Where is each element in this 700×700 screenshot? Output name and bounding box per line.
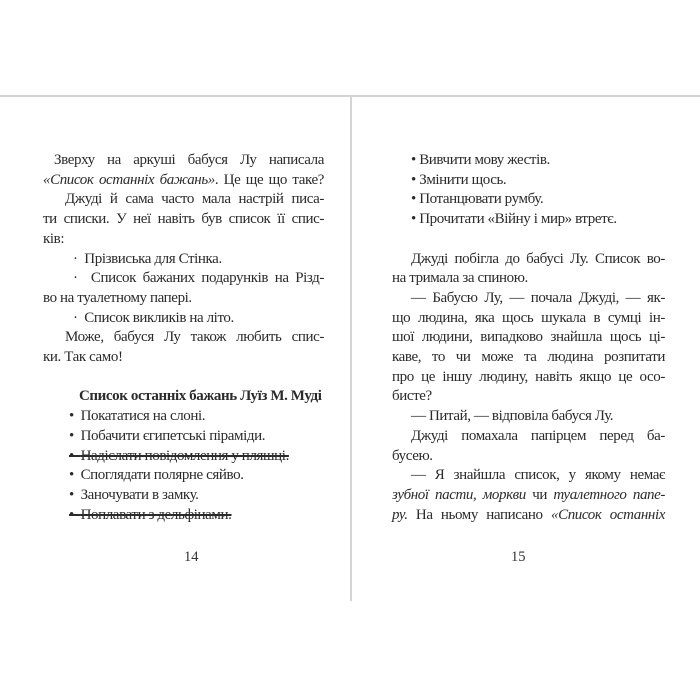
text-line <box>392 387 665 407</box>
text-line <box>43 171 324 191</box>
text-segment: — Бабусю Лу, — почала Джуді, — як- <box>411 289 665 306</box>
strikethrough-text <box>69 448 289 464</box>
text-segment: про це іншу людину, навіть якщо це осо- <box>392 368 665 385</box>
italic-text: зубної пасти, моркви <box>392 486 526 503</box>
disc-bullet: • <box>411 152 420 168</box>
text-segment: Поплавати з дельфінами. <box>80 506 232 523</box>
text-segment: — Я знайшла список, у якому немає <box>411 467 665 484</box>
text-line <box>392 289 665 309</box>
text-segment: бисте? <box>392 388 432 405</box>
text-segment: Надіслати повідомлення у пляшці. <box>80 447 289 464</box>
text-line <box>43 387 324 407</box>
text-segment: Джуді й сама часто мала настрій писа- <box>65 191 324 208</box>
small-dot-bullet: · <box>73 250 85 267</box>
text-segment: Потанцювати румбу. <box>419 191 544 208</box>
text-segment: Джуді помахала папірцем перед ба- <box>411 427 665 444</box>
text-segment: ків: <box>43 230 65 247</box>
text-line <box>392 171 665 191</box>
text-line <box>43 407 324 427</box>
text-segment: На ньому написано <box>407 506 551 523</box>
text-line <box>43 348 324 368</box>
line-spacer <box>392 230 665 250</box>
text-segment: Прочитати «Війну і мир» втретє. <box>419 211 617 228</box>
text-line <box>43 190 324 210</box>
text-segment: ки. Так само! <box>43 349 123 366</box>
italic-text: туалетного папе- <box>553 486 665 503</box>
text-line <box>43 210 324 230</box>
text-segment: каве, то чи може та людина розпитати <box>392 349 665 366</box>
text-line <box>392 151 665 171</box>
text-segment: Побачити єгипетські піраміди. <box>80 427 266 444</box>
text-segment: Змінити щось. <box>419 171 507 188</box>
text-line <box>392 407 665 427</box>
text-line <box>43 466 324 486</box>
italic-text: «Список останніх бажань» <box>43 171 215 188</box>
page-left <box>43 151 324 525</box>
text-segment: Список викликів на літо. <box>84 309 234 326</box>
text-line <box>43 289 324 309</box>
text-segment: Джуді побігла до бабусі Лу. Список во- <box>411 250 665 267</box>
text-line <box>392 506 665 526</box>
text-segment: Може, бабуся Лу також любить спис- <box>65 329 324 346</box>
text-segment: шої людини, випадково знайшла щось ці- <box>392 329 665 346</box>
text-line <box>43 269 324 289</box>
text-segment: чи <box>525 486 554 503</box>
page-right <box>392 151 665 525</box>
disc-bullet: • <box>69 447 81 464</box>
text-line <box>392 348 665 368</box>
strikethrough-text <box>69 507 232 523</box>
text-segment: Покататися на слоні. <box>80 408 206 425</box>
text-segment: Споглядати полярне сяйво. <box>80 467 244 484</box>
text-line <box>43 506 324 526</box>
disc-bullet: • <box>69 486 81 503</box>
center-divider <box>350 96 352 601</box>
text-line <box>43 447 324 467</box>
text-line <box>392 309 665 329</box>
text-segment: Зверху на аркуші бабуся Лу написала <box>54 152 324 168</box>
small-dot-bullet: · <box>73 309 85 326</box>
text-segment: . Це ще що таке? <box>214 171 324 188</box>
text-line <box>392 447 665 467</box>
text-line <box>43 309 324 329</box>
disc-bullet: • <box>69 427 81 444</box>
text-segment: Заночувати в замку. <box>80 486 199 503</box>
text-line <box>392 486 665 506</box>
disc-bullet: • <box>411 211 420 228</box>
text-line <box>43 151 324 171</box>
text-line <box>392 427 665 447</box>
text-line <box>43 328 324 348</box>
disc-bullet: • <box>69 467 81 484</box>
text-line <box>392 368 665 388</box>
disc-bullet: • <box>411 191 420 208</box>
text-segment: — Питай, — відповіла бабуся Лу. <box>411 408 614 425</box>
disc-bullet: • <box>69 408 81 425</box>
text-segment: Прізвиська для Стінка. <box>84 250 222 267</box>
disc-bullet: • <box>411 171 420 188</box>
page-number-right: 15 <box>511 549 526 565</box>
text-segment: Список останніх бажань Луїз М. Муді <box>79 388 322 405</box>
line-spacer <box>43 368 324 388</box>
text-line <box>43 230 324 250</box>
text-line <box>43 486 324 506</box>
text-line <box>392 250 665 270</box>
italic-text: ру. <box>392 506 408 523</box>
text-segment: Список бажаних подарунків на Різд- <box>90 270 325 287</box>
text-segment: во на туалетному папері. <box>43 289 192 306</box>
disc-bullet: • <box>69 506 81 523</box>
text-segment: на тримала за спиною. <box>392 270 528 287</box>
text-line <box>43 250 324 270</box>
small-dot-bullet: · <box>73 270 91 287</box>
text-segment: бусею. <box>392 447 433 464</box>
italic-text: «Список останніх <box>550 506 665 523</box>
text-line <box>392 328 665 348</box>
text-segment: Вивчити мову жестів. <box>419 152 550 168</box>
text-line <box>392 466 665 486</box>
text-line <box>392 210 665 230</box>
text-line <box>43 427 324 447</box>
page-number-left: 14 <box>184 549 199 565</box>
text-segment: ти списки. У неї навіть був список її спис- <box>43 211 324 228</box>
text-segment: що людина, яка щось шукала в сумці ін- <box>392 309 665 326</box>
text-line <box>392 190 665 210</box>
text-line <box>392 269 665 289</box>
